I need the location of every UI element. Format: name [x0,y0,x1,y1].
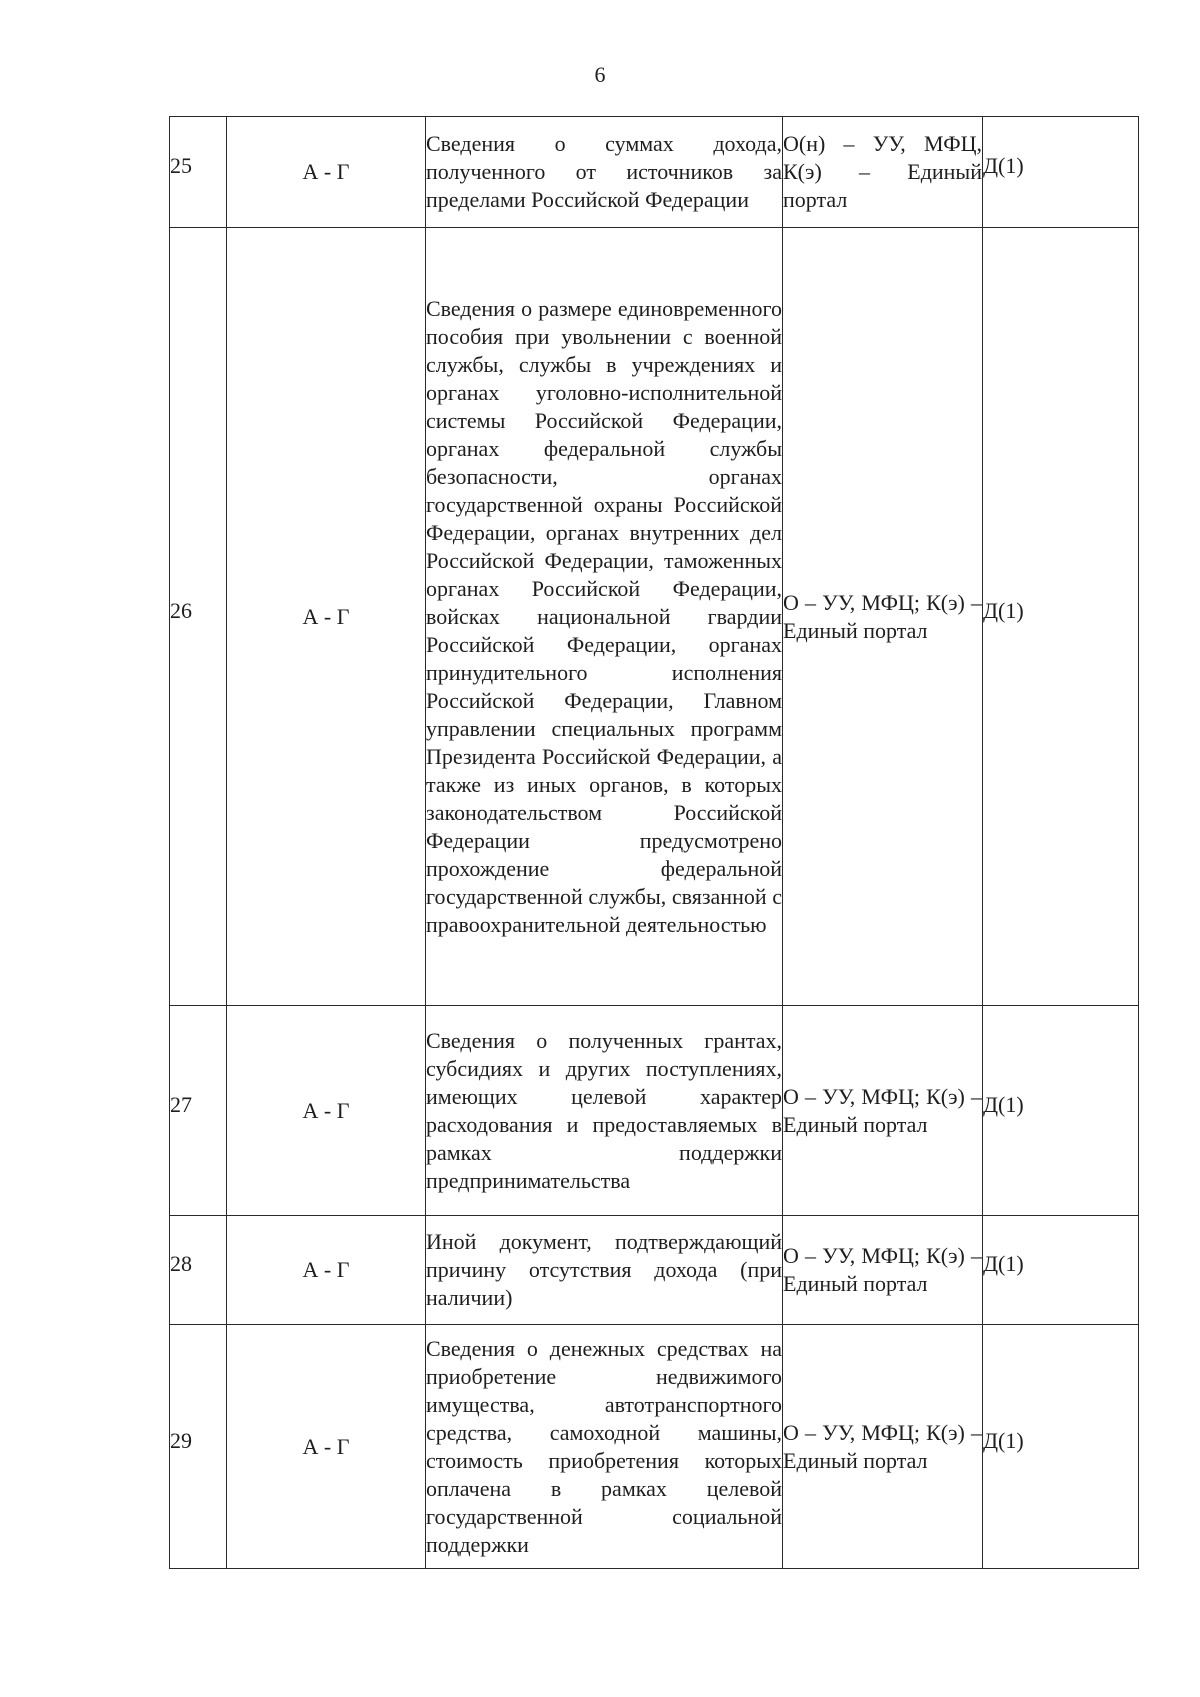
row-description: Сведения о размере единовременного пособия при увольнении с военной службы, службы в учреждениях и органах уголовно-исполнительной системы Российской Федерации, органах федеральной службы безопасности, органах государственной охраны Российской Федерации, органах внутренних дел Российской Федерации, таможенных органах Российской Федерации, войсках национальной гвардии Российской Федерации, органах принудительного исполнения Российской Федерации, Главном управлении специальных программ Президента Российской Федерации, а также из иных органов, в которых законодательством Российской Федерации предусмотрено прохождение федеральной государственной службы, связанной с правоохранительной деятельностью [426,228,783,1006]
row-code: Д(1) [983,1325,1139,1569]
row-number: 29 [170,1325,227,1569]
row-source: О – УУ, МФЦ; К(э) – Единый портал [783,1216,983,1325]
row-source: О – УУ, МФЦ; К(э) – Единый портал [783,1006,983,1216]
row-source: О – УУ, МФЦ; К(э) – Единый портал [783,228,983,1006]
row-number: 27 [170,1006,227,1216]
table-row [170,117,1139,228]
row-description: Сведения о полученных грантах, субсидиях и других поступлениях, имеющих целевой характер расходования и предоставляемых в рамках поддержки предпринимательства [426,1006,783,1216]
row-category: А - Г [227,1216,426,1325]
row-category: А - Г [227,1325,426,1569]
row-category: А - Г [227,228,426,1006]
row-source: О(н) – УУ, МФЦ, К(э) – Единый портал [783,117,983,228]
table-row [170,1325,1139,1569]
row-description: Сведения о денежных средствах на приобретение недвижимого имущества, автотранспортного средства, самоходной машины, стоимость приобретения которых оплачена в рамках целевой государственной социальной поддержки [426,1325,783,1569]
row-source: О – УУ, МФЦ; К(э) – Единый портал [783,1325,983,1569]
row-number: 25 [170,117,227,228]
row-number: 26 [170,228,227,1006]
documents-table [169,116,1139,1569]
page-number: 6 [594,62,606,87]
row-code: Д(1) [983,1216,1139,1325]
table-row [170,228,1139,1006]
table-row [170,1216,1139,1325]
row-description: Сведения о суммах дохода, полученного от источников за пределами Российской Федерации [426,117,783,228]
row-code: Д(1) [983,1006,1139,1216]
row-category: А - Г [227,1006,426,1216]
row-category: А - Г [227,117,426,228]
row-code: Д(1) [983,117,1139,228]
table-row [170,1006,1139,1216]
row-description: Иной документ, подтверждающий причину отсутствия дохода (при наличии) [426,1216,783,1325]
row-code: Д(1) [983,228,1139,1006]
row-number: 28 [170,1216,227,1325]
